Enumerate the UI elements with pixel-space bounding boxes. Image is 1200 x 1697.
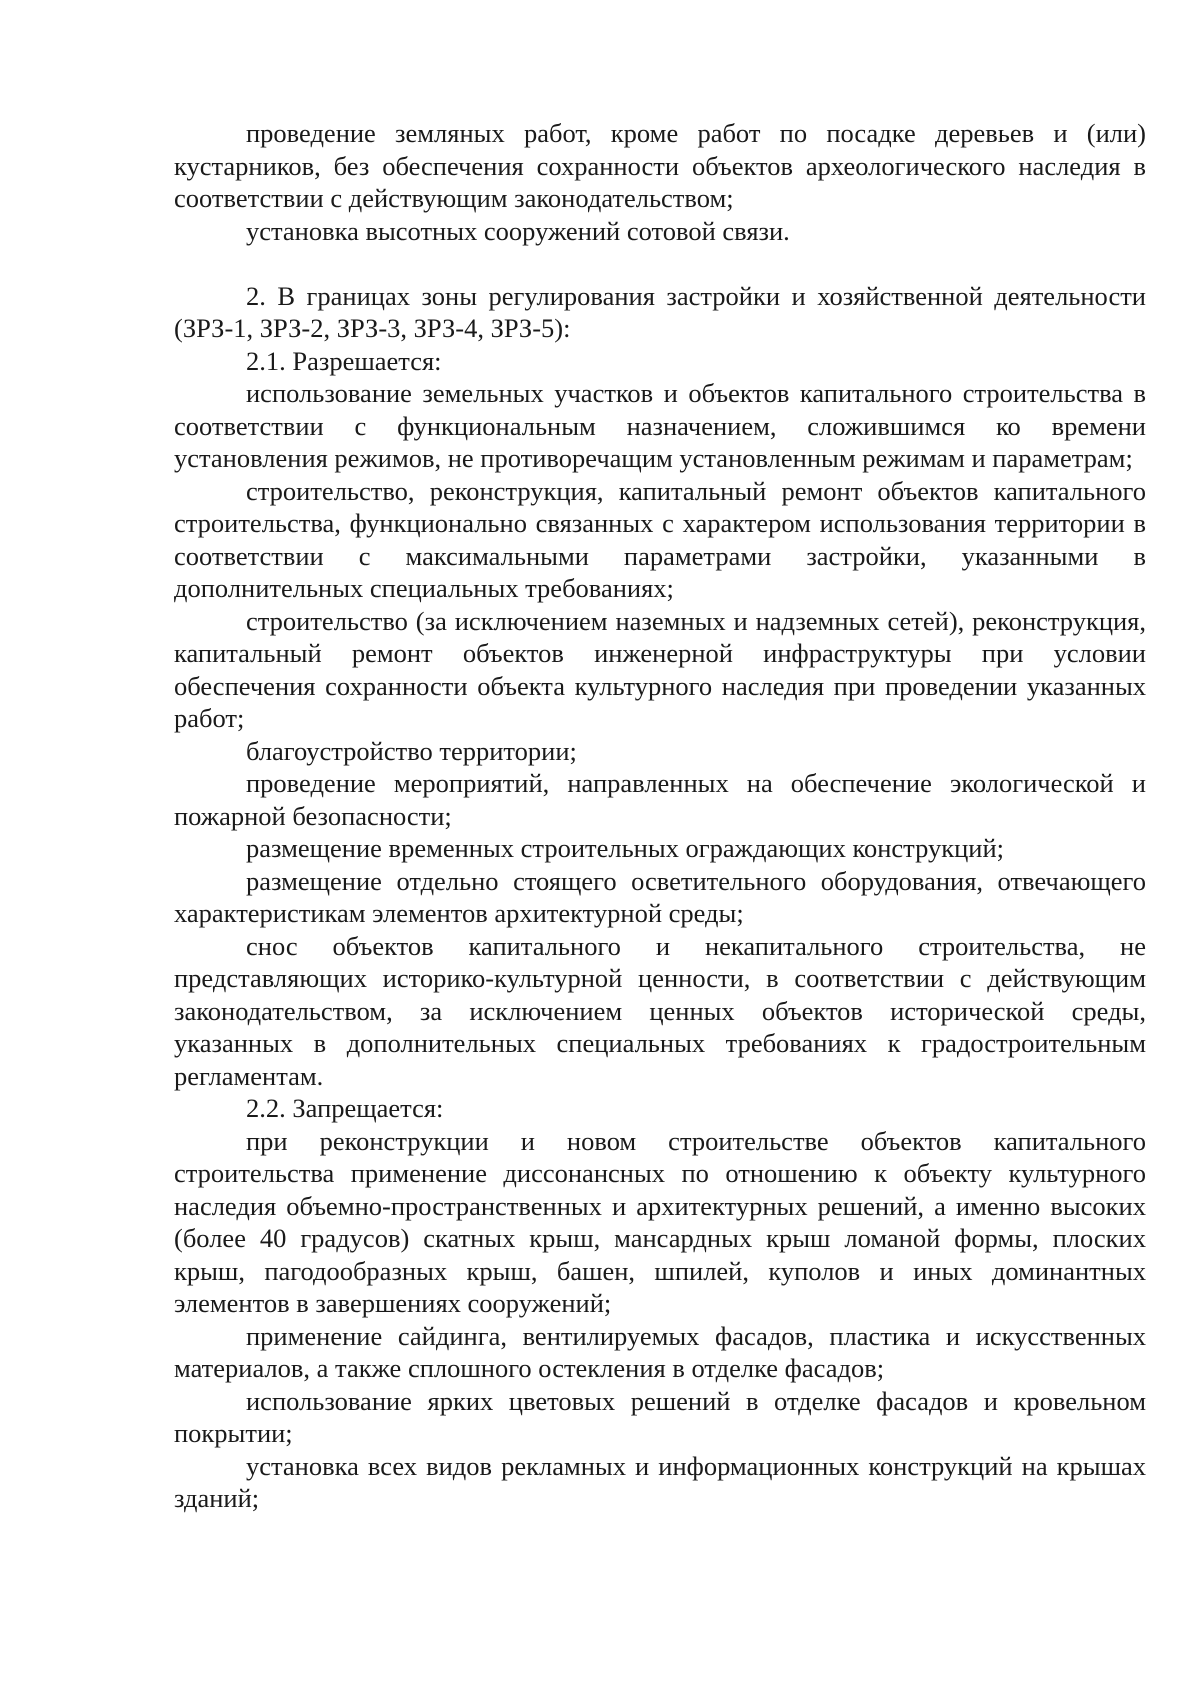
paragraph-temporary-fencing: размещение временных строительных ограждающих конструкций; xyxy=(246,833,1005,863)
subsection-heading-allowed: 2.1. Разрешается: xyxy=(246,345,442,376)
document-body xyxy=(174,117,1146,1515)
paragraph-landscaping: благоустройство территории; xyxy=(246,735,577,766)
paragraph-cell-towers: установка высотных сооружений сотовой связи. xyxy=(246,215,790,246)
paragraph-construction: строительство, реконструкция, капитальный ремонт объектов капитального строительства, функционально связанных с характером использования территории в соответствии с максимальными параметрами застройки, указанными в дополнительных специальных требованиях; xyxy=(174,475,1146,603)
paragraph-bright-colors: использование ярких цветовых решений в отделке фасадов и кровельном покрытии; xyxy=(174,1385,1146,1448)
paragraph-lighting: размещение отдельно стоящего осветительного оборудования, отвечающего характеристикам элементов архитектурной среды; xyxy=(174,865,1146,928)
paragraph-rooftop-ads: установка всех видов рекламных и информационных конструкций на крышах зданий; xyxy=(174,1450,1146,1513)
paragraph-demolition: снос объектов капитального и некапитального строительства, не представляющих историко-культурной ценности, в соответствии с действующим законодательством, за исключением ценных объектов исторической среды, указанных в дополнительных специальных требованиях к градостроительным регламентам. xyxy=(174,930,1146,1091)
paragraph-safety: проведение мероприятий, направленных на обеспечение экологической и пожарной безопасности; xyxy=(174,768,1146,831)
section-heading-zrz: 2. В границах зоны регулирования застройки и хозяйственной деятельности (ЗРЗ-1, ЗРЗ-2, ЗРЗ-3, ЗРЗ-4, ЗРЗ-5): xyxy=(174,280,1146,343)
paragraph-dissonant-solutions: при реконструкции и новом строительстве объектов капитального строительства применение диссонансных по отношению к объекту культурного наследия объемно-пространственных и архитектурных решений, а именно высоких (более 40 градусов) скатных крыш, мансардных крыш ломаной формы, плоских крыш, пагодообразных крыш, башен, шпилей, куполов и иных доминантных элементов в завершениях сооружений; xyxy=(174,1125,1146,1318)
subsection-heading-prohibited: 2.2. Запрещается: xyxy=(246,1093,444,1123)
paragraph-earthworks: проведение земляных работ, кроме работ по посадке деревьев и (или) кустарников, без обеспечения сохранности объектов археологического наследия в соответствии с действующим законодательством; xyxy=(174,118,1146,213)
paragraph-infrastructure: строительство (за исключением наземных и надземных сетей), реконструкция, капитальный ремонт объектов инженерной инфраструктуры при условии обеспечения сохранности объекта культурного наследия при проведении указанных работ; xyxy=(174,605,1146,733)
paragraph-facade-materials: применение сайдинга, вентилируемых фасадов, пластика и искусственных материалов, а также сплошного остекления в отделке фасадов; xyxy=(174,1320,1146,1383)
paragraph-land-use: использование земельных участков и объектов капитального строительства в соответствии с функциональным назначением, сложившимся ко времени установления режимов, не противоречащим установленным режимам и параметрам; xyxy=(174,378,1146,473)
